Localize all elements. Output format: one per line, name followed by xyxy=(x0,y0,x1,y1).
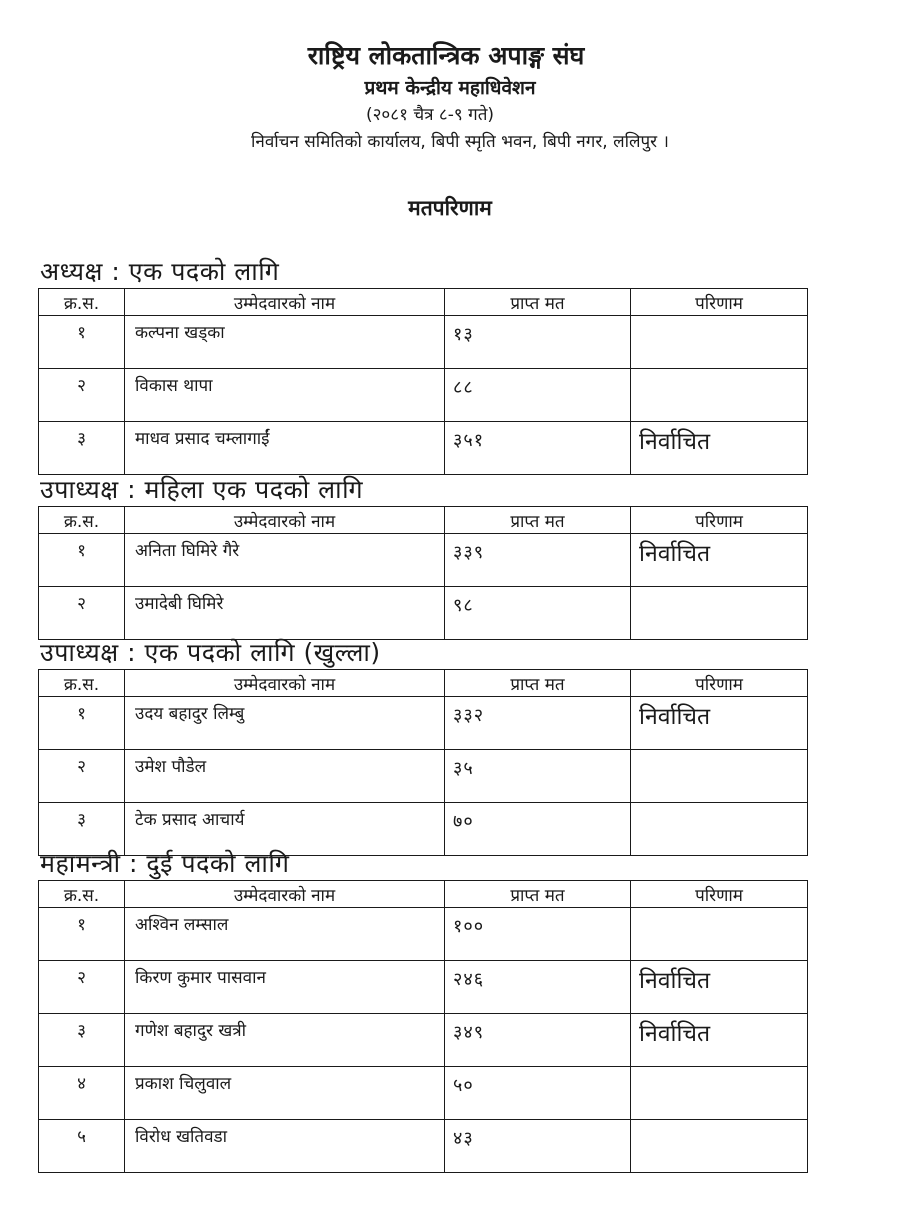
cell-serial: २ xyxy=(39,750,125,803)
cell-serial: ३ xyxy=(39,803,125,856)
table-row xyxy=(39,697,808,750)
results-table xyxy=(38,288,808,475)
cell-votes: १३ xyxy=(445,316,631,369)
cell-candidate-name: उदय बहादुर लिम्बु xyxy=(125,697,445,750)
cell-serial: १ xyxy=(39,316,125,369)
header-candidate-name: उम्मेदवारको नाम xyxy=(125,507,445,534)
cell-candidate-name: उमेश पौडेल xyxy=(125,750,445,803)
section-president xyxy=(36,256,811,475)
header-serial: क्र.स. xyxy=(39,507,125,534)
table-row xyxy=(39,587,808,640)
cell-votes: २४६ xyxy=(445,961,631,1014)
header-candidate-name: उम्मेदवारको नाम xyxy=(125,289,445,316)
document-title: मतपरिणाम xyxy=(408,196,492,220)
cell-candidate-name: माधव प्रसाद चम्लागाईं xyxy=(125,422,445,475)
cell-result: निर्वाचित xyxy=(631,697,808,750)
header-candidate-name: उम्मेदवारको नाम xyxy=(125,670,445,697)
header-votes: प्राप्त मत xyxy=(445,670,631,697)
cell-serial: १ xyxy=(39,908,125,961)
cell-votes: ८८ xyxy=(445,369,631,422)
table-header-row xyxy=(39,289,808,316)
cell-votes: ३५१ xyxy=(445,422,631,475)
table-header-row xyxy=(39,670,808,697)
cell-candidate-name: कल्पना खड्का xyxy=(125,316,445,369)
header-votes: प्राप्त मत xyxy=(445,881,631,908)
cell-result: निर्वाचित xyxy=(631,534,808,587)
cell-serial: १ xyxy=(39,534,125,587)
header-votes: प्राप्त मत xyxy=(445,289,631,316)
header-result: परिणाम xyxy=(631,289,808,316)
section-title: अध्यक्ष : एक पदको लागि xyxy=(40,257,280,286)
organization-name: राष्ट्रिय लोकतान्त्रिक अपाङ्ग संघ xyxy=(307,41,585,70)
cell-votes: ३५ xyxy=(445,750,631,803)
cell-candidate-name: किरण कुमार पासवान xyxy=(125,961,445,1014)
section-vice-president-women xyxy=(36,474,811,640)
table-row xyxy=(39,534,808,587)
table-header-row xyxy=(39,881,808,908)
cell-serial: ३ xyxy=(39,422,125,475)
cell-votes: ३३२ xyxy=(445,697,631,750)
cell-votes: १०० xyxy=(445,908,631,961)
header-result: परिणाम xyxy=(631,507,808,534)
cell-votes: ४३ xyxy=(445,1120,631,1173)
table-row xyxy=(39,422,808,475)
header-serial: क्र.स. xyxy=(39,881,125,908)
table-row xyxy=(39,1014,808,1067)
cell-votes: ५० xyxy=(445,1067,631,1120)
cell-result xyxy=(631,369,808,422)
cell-result xyxy=(631,1120,808,1173)
document-header xyxy=(0,38,900,156)
table-row xyxy=(39,369,808,422)
cell-candidate-name: विरोध खतिवडा xyxy=(125,1120,445,1173)
header-serial: क्र.स. xyxy=(39,289,125,316)
cell-serial: २ xyxy=(39,369,125,422)
header-votes: प्राप्त मत xyxy=(445,507,631,534)
cell-votes: ३३९ xyxy=(445,534,631,587)
table-row xyxy=(39,961,808,1014)
table-header-row xyxy=(39,507,808,534)
cell-candidate-name: टेक प्रसाद आचार्य xyxy=(125,803,445,856)
section-general-secretary xyxy=(36,848,811,1173)
cell-candidate-name: विकास थापा xyxy=(125,369,445,422)
event-date: (२०८१ चैत्र ८-९ गते) xyxy=(365,105,495,125)
venue-line: निर्वाचन समितिको कार्यालय, बिपी स्मृति भवन, बिपी नगर, ललिपुर । xyxy=(250,132,669,152)
header-result: परिणाम xyxy=(631,881,808,908)
cell-votes: ९८ xyxy=(445,587,631,640)
section-title: महामन्त्री : दुई पदको लागि xyxy=(40,849,290,878)
cell-result: निर्वाचित xyxy=(631,1014,808,1067)
cell-result xyxy=(631,750,808,803)
cell-serial: ५ xyxy=(39,1120,125,1173)
header-result: परिणाम xyxy=(631,670,808,697)
cell-serial: १ xyxy=(39,697,125,750)
cell-result: निर्वाचित xyxy=(631,422,808,475)
section-title: उपाध्यक्ष : महिला एक पदको लागि xyxy=(40,475,364,504)
cell-candidate-name: उमादेबी घिमिरे xyxy=(125,587,445,640)
cell-result xyxy=(631,316,808,369)
cell-votes: ७० xyxy=(445,803,631,856)
cell-serial: २ xyxy=(39,587,125,640)
header-candidate-name: उम्मेदवारको नाम xyxy=(125,881,445,908)
section-vice-president-open xyxy=(36,637,811,856)
cell-serial: ३ xyxy=(39,1014,125,1067)
results-table xyxy=(38,880,808,1173)
cell-result xyxy=(631,908,808,961)
results-table xyxy=(38,669,808,856)
cell-result: निर्वाचित xyxy=(631,961,808,1014)
table-row xyxy=(39,1067,808,1120)
cell-candidate-name: गणेश बहादुर खत्री xyxy=(125,1014,445,1067)
table-row xyxy=(39,316,808,369)
cell-candidate-name: अश्विन लम्साल xyxy=(125,908,445,961)
cell-candidate-name: प्रकाश चिलुवाल xyxy=(125,1067,445,1120)
cell-serial: २ xyxy=(39,961,125,1014)
cell-candidate-name: अनिता घिमिरे गैरे xyxy=(125,534,445,587)
table-row xyxy=(39,908,808,961)
cell-votes: ३४९ xyxy=(445,1014,631,1067)
table-row xyxy=(39,1120,808,1173)
header-serial: क्र.स. xyxy=(39,670,125,697)
event-name: प्रथम केन्द्रीय महाधिवेशन xyxy=(364,77,536,99)
results-table xyxy=(38,506,808,640)
cell-result xyxy=(631,1067,808,1120)
cell-result xyxy=(631,587,808,640)
section-title: उपाध्यक्ष : एक पदको लागि (खुल्ला) xyxy=(40,638,381,667)
table-row xyxy=(39,750,808,803)
cell-serial: ४ xyxy=(39,1067,125,1120)
